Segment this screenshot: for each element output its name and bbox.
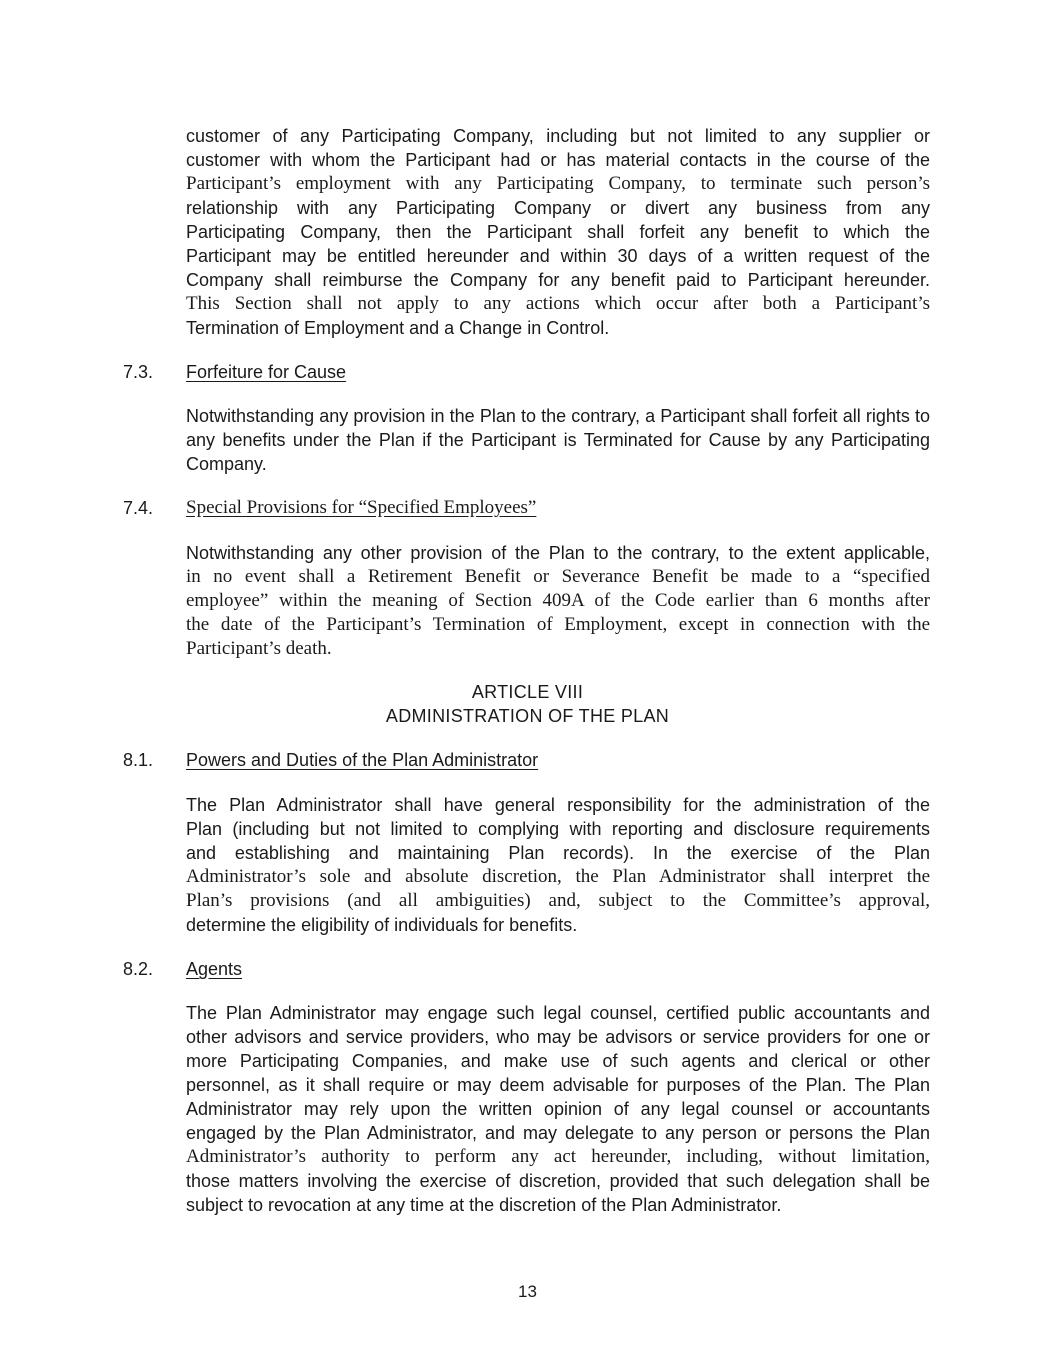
section-8-1-line-5: Plan’s provisions (and all ambiguities) and, subject to the Committee’s approval, xyxy=(186,890,930,911)
section-8-1-body xyxy=(186,793,930,937)
section-8-1-line-4: Administrator’s sole and absolute discretion, the Plan Administrator shall interpret the xyxy=(186,866,930,887)
section-8-2-line-8: those matters involving the exercise of discretion, provided that such delegation shall be xyxy=(186,1171,930,1191)
continuation-line-1: customer of any Participating Company, including but not limited to any supplier or xyxy=(186,126,930,146)
section-7-4-line-2: in no event shall a Retirement Benefit or Severance Benefit be made to a “specified xyxy=(186,566,930,587)
section-7-4-line-1: Notwithstanding any other provision of the Plan to the contrary, to the extent applicable, xyxy=(186,543,930,563)
continuation-line-3: Participant’s employment with any Participating Company, to terminate such person’s xyxy=(186,173,930,194)
section-8-1-line-2: Plan (including but not limited to complying with reporting and disclosure requirements xyxy=(186,819,930,839)
continuation-line-8: This Section shall not apply to any actions which occur after both a Participant’s xyxy=(186,293,930,314)
continuation-paragraph xyxy=(186,124,930,340)
section-8-2-line-2: other advisors and service providers, who may be advisors or service providers for one or xyxy=(186,1027,930,1047)
section-8-1-number: 8.1. xyxy=(123,750,154,770)
continuation-line-4: relationship with any Participating Company or divert any business from any xyxy=(186,198,930,218)
section-8-1-line-6: determine the eligibility of individuals for benefits. xyxy=(186,915,578,935)
page-number: 13 xyxy=(518,1282,537,1301)
section-7-4-line-4: the date of the Participant’s Termination of Employment, except in connection with the xyxy=(186,614,930,635)
section-8-2-line-9: subject to revocation at any time at the discretion of the Plan Administrator. xyxy=(186,1195,782,1215)
section-8-2-line-3: more Participating Companies, and make use of such agents and clerical or other xyxy=(186,1051,930,1071)
article-title: ADMINISTRATION OF THE PLAN xyxy=(385,706,670,726)
section-7-3-number: 7.3. xyxy=(123,362,154,382)
section-7-3-title: Forfeiture for Cause xyxy=(186,362,347,382)
section-8-1-title: Powers and Duties of the Plan Administrator xyxy=(186,750,539,770)
section-7-4-line-5: Participant’s death. xyxy=(186,638,332,659)
continuation-line-6: Participant may be entitled hereunder and within 30 days of a written request of the xyxy=(186,246,930,266)
continuation-line-7: Company shall reimburse the Company for any benefit paid to Participant hereunder. xyxy=(186,270,930,290)
section-7-4-title: Special Provisions for “Specified Employees” xyxy=(186,497,537,518)
section-8-2-line-6: engaged by the Plan Administrator, and may delegate to any person or persons the Plan xyxy=(186,1123,930,1143)
section-8-2-title: Agents xyxy=(186,959,243,979)
section-8-1-line-3: and establishing and maintaining Plan records). In the exercise of the Plan xyxy=(186,843,930,863)
section-8-2-line-4: personnel, as it shall require or may deem advisable for purposes of the Plan. The Plan xyxy=(186,1075,930,1095)
section-8-2-number: 8.2. xyxy=(123,959,154,979)
section-7-4-number: 7.4. xyxy=(123,498,154,518)
section-8-2-line-5: Administrator may rely upon the written opinion of any legal counsel or accountants xyxy=(186,1099,930,1119)
section-8-1-line-1: The Plan Administrator shall have general responsibility for the administration of the xyxy=(186,795,930,815)
section-7-3-body: Notwithstanding any provision in the Plan to the contrary, a Participant shall forfeit all rights to any benefits under the Plan if the Participant is Terminated for Cause by any Participating Company. xyxy=(186,406,930,474)
continuation-line-9: Termination of Employment and a Change in Control. xyxy=(186,318,610,338)
continuation-line-2: customer with whom the Participant had or has material contacts in the course of the xyxy=(186,150,930,170)
section-8-2-line-7: Administrator’s authority to perform any act hereunder, including, without limitation, xyxy=(186,1146,930,1167)
section-7-4-line-3: employee” within the meaning of Section 409A of the Code earlier than 6 months after xyxy=(186,590,930,611)
section-7-4-body xyxy=(186,541,930,661)
continuation-line-5: Participating Company, then the Participant shall forfeit any benefit to which the xyxy=(186,222,930,242)
section-8-2-line-1: The Plan Administrator may engage such legal counsel, certified public accountants and xyxy=(186,1003,930,1023)
article-number: ARTICLE VIII xyxy=(471,682,584,702)
section-8-2-body xyxy=(186,1001,930,1217)
